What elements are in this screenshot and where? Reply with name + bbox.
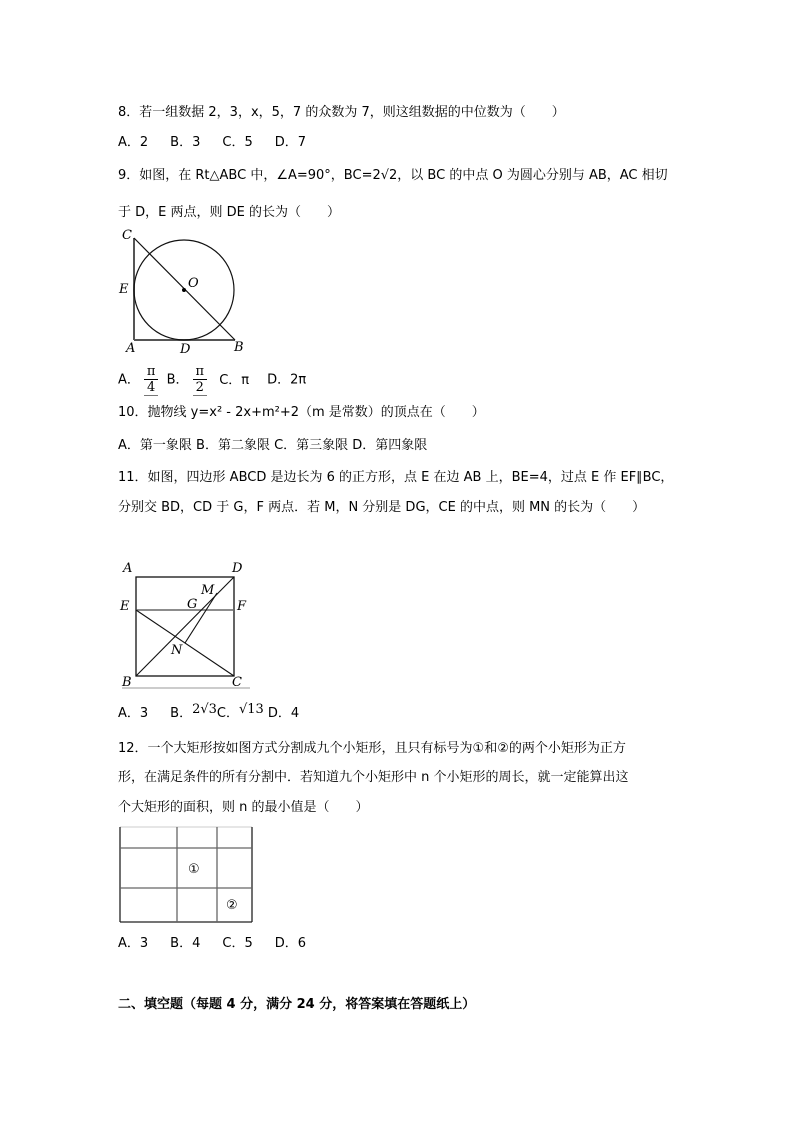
option-a: A．2 xyxy=(118,135,149,150)
label-a: A xyxy=(123,561,133,576)
question-12-stem-line3: 个大矩形的面积，则 n 的最小值是（ ） xyxy=(118,800,369,815)
option-a: A．3 xyxy=(118,706,149,721)
question-11-stem-line2: 分别交 BD，CD 于 G，F 两点．若 M，N 分别是 DG，CE 的中点，则 MN 的长为（ ） xyxy=(118,500,646,515)
label-c: C xyxy=(122,228,132,243)
question-12-options xyxy=(118,936,328,952)
figure-q9 xyxy=(134,238,235,340)
label-square-2: ② xyxy=(226,898,238,913)
question-9-stem-line2: 于 D，E 两点，则 DE 的长为（ ） xyxy=(118,205,340,220)
question-9-options xyxy=(118,364,306,396)
option-b: B． xyxy=(170,706,193,721)
label-f: F xyxy=(237,599,247,614)
option-a: A．3 xyxy=(118,936,149,951)
label-e: E xyxy=(120,599,130,614)
option-d: D．4 xyxy=(267,706,300,721)
option-c: C．π xyxy=(219,372,250,388)
option-d: D．6 xyxy=(274,936,307,951)
question-10-stem: 10．抛物线 y=x² - 2x+m²+2（m 是常数）的顶点在（ ） xyxy=(118,405,485,420)
label-d: D xyxy=(232,561,243,576)
label-n: N xyxy=(171,643,183,658)
option-c: C．5 xyxy=(222,936,253,951)
label-b: B xyxy=(122,675,132,690)
fraction-pi-over-2: $\frac{\pi}{2}$ xyxy=(193,364,208,396)
question-12-stem-line1: 12．一个大矩形按如图方式分割成九个小矩形，且只有标号为①和②的两个小矩形为正方 xyxy=(118,741,626,756)
sqrt-13: √13 xyxy=(239,702,264,717)
label-a: A xyxy=(126,341,136,356)
option-a: A． xyxy=(118,372,140,388)
label-d: D xyxy=(180,342,191,357)
option-c: C． xyxy=(216,706,239,721)
figure-q11 xyxy=(122,577,250,688)
label-o: O xyxy=(188,276,199,291)
option-d: D．7 xyxy=(274,135,307,150)
option-d: D．2π xyxy=(267,372,307,388)
label-square-1: ① xyxy=(188,862,200,877)
section-2-heading: 二、填空题（每题 4 分，满分 24 分，将答案填在答题纸上） xyxy=(118,997,476,1012)
label-e: E xyxy=(119,282,129,297)
option-b: B． xyxy=(166,372,189,388)
option-b: B．4 xyxy=(170,936,201,951)
label-b: B xyxy=(234,340,244,355)
label-c: C xyxy=(232,675,242,690)
option-b: B．3 xyxy=(170,135,201,150)
question-11-options xyxy=(118,702,300,722)
question-8-stem: 8．若一组数据 2，3，x，5，7 的众数为 7，则这组数据的中位数为（ ） xyxy=(118,105,565,120)
two-sqrt-3: 2√3 xyxy=(192,702,217,717)
label-m: M xyxy=(201,583,215,598)
question-11-stem-line1: 11．如图，四边形 ABCD 是边长为 6 的正方形，点 E 在边 AB 上，BE=4，过点 E 作 EF∥BC， xyxy=(118,470,674,485)
label-g: G xyxy=(187,597,198,612)
option-c: C．5 xyxy=(222,135,253,150)
question-12-stem-line2: 形，在满足条件的所有分割中．若知道九个小矩形中 n 个小矩形的周长，就一定能算出这 xyxy=(118,770,629,785)
question-10-options: A．第一象限 B．第二象限 C．第三象限 D．第四象限 xyxy=(118,438,428,453)
fraction-pi-over-4: $\frac{\pi}{4}$ xyxy=(144,364,159,396)
question-9-stem-line1: 9．如图，在 Rt△ABC 中，∠A=90°，BC=2√2，以 BC 的中点 O 为圆心分别与 AB，AC 相切 xyxy=(118,168,668,183)
